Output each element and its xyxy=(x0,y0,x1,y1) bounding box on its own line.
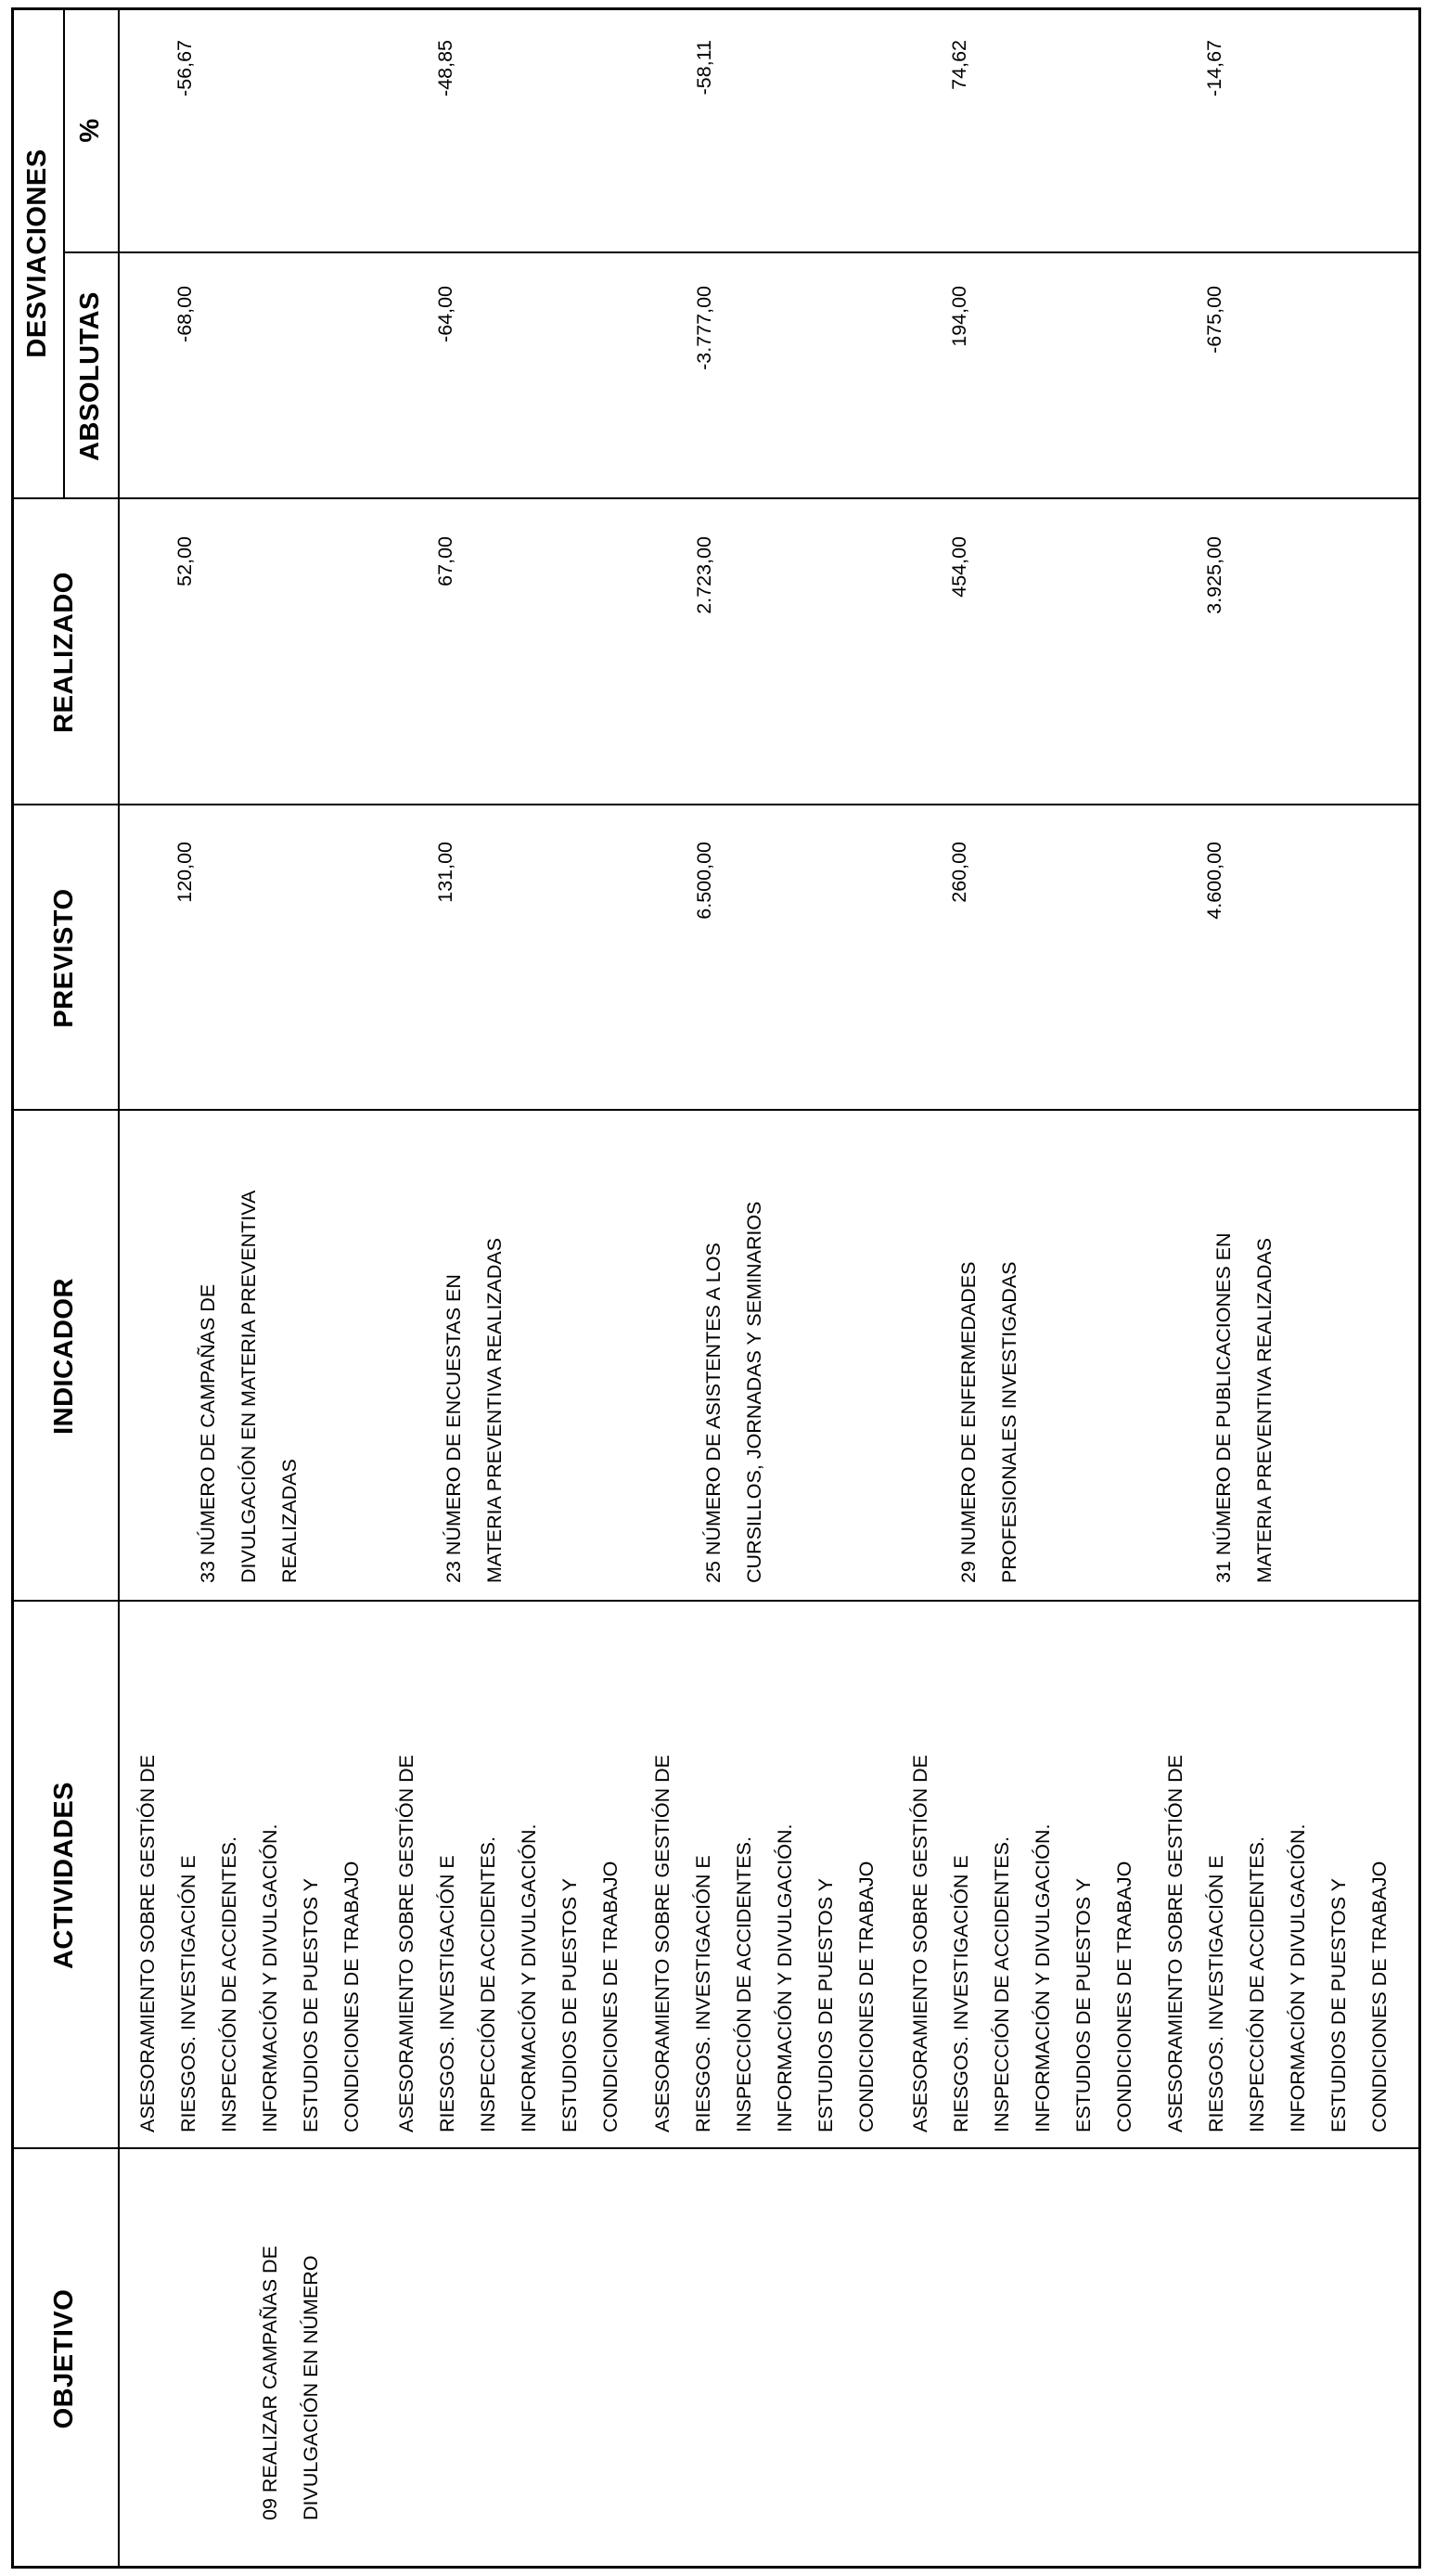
row-1-realizado: 52,00 xyxy=(173,536,196,586)
header-objetivo: OBJETIVO xyxy=(49,2288,79,2429)
header-indicador: INDICADOR xyxy=(49,1278,79,1435)
row-4-absolutas: 194,00 xyxy=(948,286,970,347)
row-5-previsto: 4.600,00 xyxy=(1203,842,1225,920)
row-1-indicador: 33 NÚMERO DE CAMPAÑAS DE DIVULGACIÓN EN MATERIA PREVENTIVA REALIZADAS xyxy=(197,1190,301,1583)
header-actividades: ACTIVIDADES xyxy=(49,1781,79,1970)
activities-table xyxy=(11,7,1421,2569)
row-4-actividad: ASESORAMIENTO SOBRE GESTIÓN DE RIESGOS. INVESTIGACIÓN E INSPECCIÓN DE ACCIDENTES. INFORMACIÓN Y DIVULGACIÓN. ESTUDIOS DE PUESTOS Y CONDICIONES DE TRABAJO xyxy=(909,1755,1135,2132)
objetivo-text: 09 REALIZAR CAMPAÑAS DE DIVULGACIÓN EN NÚMERO xyxy=(259,2246,322,2520)
row-2-indicador: 23 NÚMERO DE ENCUESTAS EN MATERIA PREVENTIVA REALIZADAS xyxy=(442,1238,506,1583)
row-5-absolutas: -675,00 xyxy=(1203,286,1225,354)
row-1-absolutas: -68,00 xyxy=(173,286,196,342)
row-3-absolutas: -3.777,00 xyxy=(693,286,715,370)
row-4-porcentaje: 74,62 xyxy=(948,40,970,90)
row-2-porcentaje: -48,85 xyxy=(434,40,456,97)
row-4-previsto: 260,00 xyxy=(948,842,970,903)
row-5-porcentaje: -14,67 xyxy=(1203,40,1225,97)
row-3-realizado: 2.723,00 xyxy=(693,536,715,614)
header-porcentaje: % xyxy=(75,118,105,143)
row-3-porcentaje: -58,11 xyxy=(693,40,715,96)
row-3-indicador: 25 NÚMERO DE ASISTENTES A LOS CURSILLOS, JORNADAS Y SEMINARIOS xyxy=(702,1201,765,1583)
col-sep-actividades xyxy=(11,1600,1421,1602)
header-absolutas: ABSOLUTAS xyxy=(75,291,105,461)
row-2-previsto: 131,00 xyxy=(434,842,456,903)
header-separator xyxy=(118,7,120,2569)
header-realizado: REALIZADO xyxy=(49,572,79,733)
row-1-porcentaje: -56,67 xyxy=(173,40,196,97)
row-2-actividad: ASESORAMIENTO SOBRE GESTIÓN DE RIESGOS. INVESTIGACIÓN E INSPECCIÓN DE ACCIDENTES. INFORMACIÓN Y DIVULGACIÓN. ESTUDIOS DE PUESTOS Y CONDICIONES DE TRABAJO xyxy=(395,1755,622,2132)
row-4-realizado: 454,00 xyxy=(948,536,970,598)
row-2-realizado: 67,00 xyxy=(434,536,456,586)
row-4-indicador: 29 NUMERO DE ENFERMEDADES PROFESIONALES INVESTIGADAS xyxy=(957,1261,1020,1583)
row-1-actividad: ASESORAMIENTO SOBRE GESTIÓN DE RIESGOS. INVESTIGACIÓN E INSPECCIÓN DE ACCIDENTES. INFORMACIÓN Y DIVULGACIÓN. ESTUDIOS DE PUESTOS Y CONDICIONES DE TRABAJO xyxy=(136,1755,363,2132)
header-desviaciones: DESVIACIONES xyxy=(21,148,52,358)
col-sep-objetivo xyxy=(11,2147,1421,2149)
row-5-actividad: ASESORAMIENTO SOBRE GESTIÓN DE RIESGOS. INVESTIGACIÓN E INSPECCIÓN DE ACCIDENTES. INFORMACIÓN Y DIVULGACIÓN. ESTUDIOS DE PUESTOS Y CONDICIONES DE TRABAJO xyxy=(1164,1755,1391,2132)
header-previsto: PREVISTO xyxy=(49,888,79,1028)
row-5-indicador: 31 NÚMERO DE PUBLICACIONES EN MATERIA PREVENTIVA REALIZADAS xyxy=(1212,1232,1276,1583)
row-2-absolutas: -64,00 xyxy=(434,286,456,342)
row-3-actividad: ASESORAMIENTO SOBRE GESTIÓN DE RIESGOS. INVESTIGACIÓN E INSPECCIÓN DE ACCIDENTES. INFORMACIÓN Y DIVULGACIÓN. ESTUDIOS DE PUESTOS Y CONDICIONES DE TRABAJO xyxy=(651,1755,878,2132)
row-1-previsto: 120,00 xyxy=(173,842,196,903)
row-5-realizado: 3.925,00 xyxy=(1203,536,1225,614)
row-3-previsto: 6.500,00 xyxy=(693,842,715,920)
